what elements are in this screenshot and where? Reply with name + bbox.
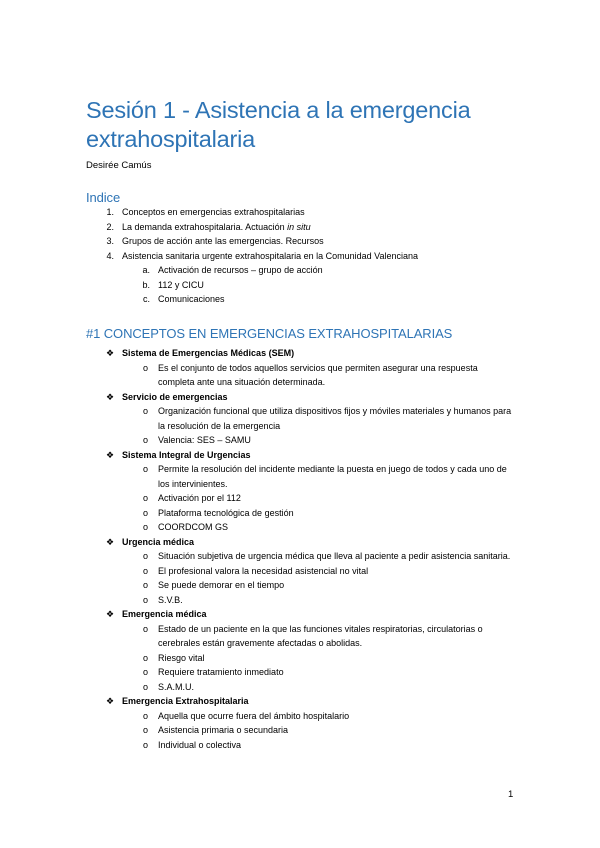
index-item-text: Asistencia sanitaria urgente extrahospitalaria en la Comunidad Valenciana bbox=[122, 250, 419, 261]
document-title: Sesión 1 - Asistencia a la emergencia extrahospitalaria bbox=[86, 97, 471, 152]
bullet-item bbox=[86, 680, 516, 695]
bullet-item bbox=[86, 491, 516, 506]
topic-heading bbox=[86, 346, 516, 361]
circle-bullet-icon: o bbox=[143, 667, 149, 677]
bullet-item bbox=[86, 433, 516, 448]
bullet-item bbox=[86, 578, 516, 593]
circle-bullet-icon: o bbox=[143, 551, 149, 561]
circle-bullet-icon: o bbox=[143, 493, 149, 503]
circle-bullet-icon: o bbox=[143, 623, 149, 634]
circle-bullet-icon: o bbox=[143, 594, 149, 605]
topic bbox=[86, 607, 516, 694]
bullet-text: Estado de un paciente en la que las funciones vitales respiratorias, circulatorias o cerebrales están gravemente afectadas o abolidas. bbox=[158, 623, 483, 648]
bullet-item bbox=[86, 506, 516, 521]
topic-heading bbox=[86, 535, 516, 550]
index-item-text: Grupos de acción ante las emergencias. Recursos bbox=[122, 236, 324, 246]
circle-bullet-icon: o bbox=[143, 565, 149, 576]
index-item-number: 4. bbox=[106, 250, 114, 261]
index-item-number: a. bbox=[142, 265, 150, 275]
index-item-text: Activación de recursos – grupo de acción bbox=[158, 265, 323, 275]
index-item-text: 112 y CICU bbox=[158, 279, 204, 290]
topic-title: Emergencia Extrahospitalaria bbox=[122, 696, 249, 706]
circle-bullet-icon: o bbox=[143, 406, 149, 416]
diamond-bullet-icon: ❖ bbox=[106, 696, 115, 706]
topic-title: Sistema Integral de Urgencias bbox=[122, 449, 251, 460]
bullet-text: Riesgo vital bbox=[158, 652, 205, 663]
circle-bullet-icon: o bbox=[143, 522, 149, 532]
bullet-item bbox=[86, 549, 516, 564]
topic-heading bbox=[86, 607, 516, 622]
bullet-text: Plataforma tecnológica de gestión bbox=[158, 507, 294, 518]
circle-bullet-icon: o bbox=[143, 725, 149, 735]
topic-title: Sistema de Emergencias Médicas (SEM) bbox=[122, 348, 295, 358]
bullet-item bbox=[86, 520, 516, 535]
index-item-text: Comunicaciones bbox=[158, 294, 225, 304]
index-item-italic: in situ bbox=[287, 221, 311, 232]
index-item-number: 2. bbox=[106, 221, 114, 232]
section-heading: #1 CONCEPTOS EN EMERGENCIAS EXTRAHOSPITALARIAS bbox=[86, 326, 453, 341]
bullet-item bbox=[86, 709, 516, 724]
topic bbox=[86, 694, 516, 752]
bullet-text: S.V.B. bbox=[158, 594, 183, 605]
index-item-text: La demanda extrahospitalaria. Actuación in situ bbox=[122, 221, 311, 232]
topic-heading bbox=[86, 694, 516, 709]
bullet-text: Organización funcional que utiliza dispositivos fijos y móviles materiales y humanos para la resolución de la emergencia bbox=[158, 406, 512, 431]
topic bbox=[86, 346, 516, 390]
bullet-text: Se puede demorar en el tiempo bbox=[158, 580, 285, 590]
diamond-bullet-icon: ❖ bbox=[106, 609, 115, 619]
bullet-item bbox=[86, 361, 516, 390]
topic-title: Emergencia médica bbox=[122, 609, 207, 619]
bullet-item bbox=[86, 723, 516, 738]
circle-bullet-icon: o bbox=[143, 710, 149, 721]
index-heading: Indice bbox=[86, 190, 121, 205]
document-author: Desirée Camús bbox=[86, 160, 152, 171]
bullet-text: Es el conjunto de todos aquellos servicios que permiten asegurar una respuesta completa ante una situación determinada. bbox=[158, 362, 478, 387]
section-content bbox=[86, 346, 516, 752]
bullet-text: COORDCOM GS bbox=[158, 522, 229, 532]
bullet-item bbox=[86, 622, 516, 651]
bullet-text: El profesional valora la necesidad asistencial no vital bbox=[158, 565, 369, 576]
bullet-text: Individual o colectiva bbox=[158, 739, 242, 750]
circle-bullet-icon: o bbox=[143, 681, 149, 692]
circle-bullet-icon: o bbox=[143, 362, 149, 373]
diamond-bullet-icon: ❖ bbox=[106, 449, 115, 460]
circle-bullet-icon: o bbox=[143, 507, 149, 518]
topic-heading bbox=[86, 390, 516, 405]
bullet-text: Requiere tratamiento inmediato bbox=[158, 667, 284, 677]
diamond-bullet-icon: ❖ bbox=[106, 391, 115, 402]
bullet-text: Asistencia primaria o secundaria bbox=[158, 725, 289, 735]
index-item-number: 1. bbox=[106, 207, 114, 217]
topic bbox=[86, 448, 516, 535]
bullet-item bbox=[86, 564, 516, 579]
bullet-text: Valencia: SES – SAMU bbox=[158, 435, 251, 445]
topic-heading bbox=[86, 448, 516, 463]
circle-bullet-icon: o bbox=[143, 464, 149, 474]
circle-bullet-icon: o bbox=[143, 652, 149, 663]
topic-title: Servicio de emergencias bbox=[122, 391, 228, 402]
bullet-item bbox=[86, 404, 516, 433]
bullet-item bbox=[86, 593, 516, 608]
bullet-item bbox=[86, 462, 516, 491]
index-item-text: Conceptos en emergencias extrahospitalarias bbox=[122, 207, 305, 217]
bullet-item bbox=[86, 738, 516, 753]
bullet-item bbox=[86, 665, 516, 680]
bullet-item bbox=[86, 651, 516, 666]
bullet-text: Aquella que ocurre fuera del ámbito hospitalario bbox=[158, 710, 350, 721]
page-number: 1 bbox=[508, 789, 514, 800]
topic-title: Urgencia médica bbox=[122, 536, 195, 547]
index-item-number: c. bbox=[142, 294, 150, 304]
bullet-text: Activación por el 112 bbox=[158, 493, 241, 503]
index-item-number: b. bbox=[142, 279, 150, 290]
circle-bullet-icon: o bbox=[143, 580, 149, 590]
diamond-bullet-icon: ❖ bbox=[106, 536, 115, 547]
index-item-number: 3. bbox=[106, 236, 114, 246]
bullet-text: Situación subjetiva de urgencia médica que lleva al paciente a pedir asistencia sanitaria. bbox=[158, 551, 511, 561]
bullet-text: S.A.M.U. bbox=[158, 681, 195, 692]
circle-bullet-icon: o bbox=[143, 739, 149, 750]
topic bbox=[86, 535, 516, 608]
bullet-text: Permite la resolución del incidente mediante la puesta en juego de todos y cada uno de los intervinientes. bbox=[158, 464, 507, 489]
topic bbox=[86, 390, 516, 448]
diamond-bullet-icon: ❖ bbox=[106, 348, 115, 358]
circle-bullet-icon: o bbox=[143, 435, 149, 445]
